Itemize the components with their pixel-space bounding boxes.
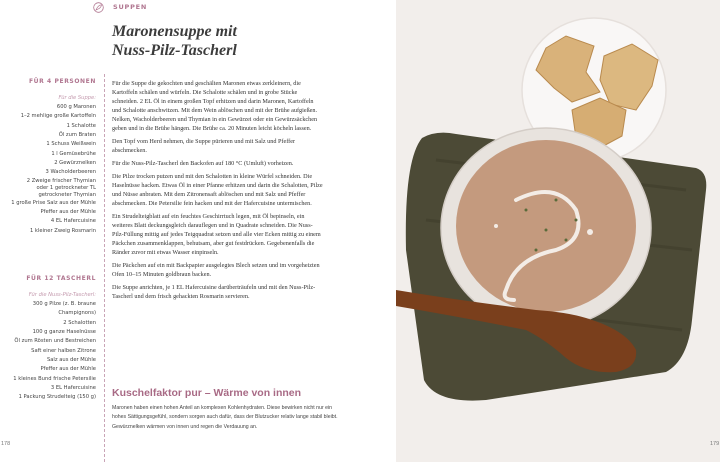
ingredients-tascherl bbox=[0, 275, 96, 403]
ingredient-item: 300 g Pilze (z. B. braune Champignons) bbox=[32, 301, 96, 317]
ingredient-item: oder 1 getrockneter TL bbox=[36, 184, 96, 191]
ingredient-item: 1 l Gemüsebrühe bbox=[51, 150, 96, 157]
ingredient-item: Pfeffer aus der Mühle bbox=[40, 366, 96, 373]
ingredient-item: 1 Schalotte bbox=[66, 122, 96, 129]
ingredient-item: 100 g ganze Haselnüsse bbox=[32, 329, 96, 336]
instruction-paragraph: Die Pilze trocken putzen und mit den Schalotten in kleine Würfel schneiden. Die Haselnüsse hacken. Etwas Öl in einer Pfanne erhitzen und darin die Schalotten, Pilze und Nüsse anbraten. Mit dem Zitronensaft ablöschen und mit Salz und Pfeffer abschmecken. Die Petersilie fein hacken und mit der Hafercuisine untermischen. bbox=[112, 172, 323, 208]
yield-heading: FÜR 12 TASCHERL bbox=[26, 275, 96, 282]
ingredient-subheading: Für die Nuss-Pilz-Tascherl: bbox=[28, 292, 96, 298]
recipe-title bbox=[112, 22, 372, 60]
instruction-paragraph: Die Päckchen auf ein mit Backpapier ausgelegtes Blech setzen und im vorgeheizten Ofen 10–15 Minuten goldbraun backen. bbox=[112, 262, 320, 279]
ingredient-item: 2 Schalotten bbox=[63, 319, 96, 326]
ingredient-item: 1 kleines Bund frische Petersilie bbox=[13, 375, 96, 382]
servings-heading: FÜR 4 PERSONEN bbox=[28, 78, 96, 85]
title-line-2: Nuss-Pilz-Tascherl bbox=[112, 42, 237, 59]
ingredient-item: 1–2 mehlige große Kartoffeln bbox=[20, 113, 96, 120]
ingredient-item: 2 Zweige frischer Thymian bbox=[26, 177, 96, 184]
instruction-paragraph: Den Topf vom Herd nehmen, die Suppe pürieren und mit Salz und Pfeffer abschmecken. bbox=[112, 138, 296, 155]
title-line-1: Maronensuppe mit bbox=[112, 23, 237, 40]
ingredient-subheading: Für die Suppe: bbox=[58, 95, 96, 101]
instruction-paragraph: Für die Nuss-Pilz-Tascherl den Backofen auf 180 °C (Umluft) vorheizen. bbox=[112, 160, 294, 168]
cream-drop bbox=[494, 224, 498, 228]
page-number-right: 179 bbox=[710, 441, 720, 447]
ingredient-item: 1 Packung Strudelteig (150 g) bbox=[18, 394, 96, 401]
section-label: SUPPEN bbox=[113, 3, 148, 11]
feature-text: Maronen haben einen hohen Anteil an komplexen Kohlenhydraten. Diese bewirken nicht nur ein hohes Sättigungsgefühl, sondern sorgen auch dafür, dass der Blutzucker relativ lange stabil bleibt. Gewürznelken wärmen von innen und regen die Verdauung an. bbox=[112, 405, 338, 430]
page-number-left: 178 bbox=[1, 441, 11, 447]
ingredient-item: Öl zum Rösten und Bestreichen bbox=[14, 338, 96, 345]
ingredient-item: 4 EL Hafercuisine bbox=[50, 218, 96, 225]
ingredient-item: Salz aus der Mühle bbox=[46, 357, 96, 364]
ingredient-item: getrockneter Thymian bbox=[38, 191, 96, 198]
ingredient-item: 3 Wacholderbeeren bbox=[45, 169, 96, 176]
instruction-paragraph: Die Suppe anrichten, je 1 EL Hafercuisine darüberträufeln und mit den Nuss-Pilz-Tascherl und dem frisch gehackten Rosmarin servieren. bbox=[112, 284, 316, 301]
column-divider bbox=[104, 74, 105, 462]
ingredient-item: 3 EL Hafercuisine bbox=[50, 385, 96, 392]
right-page bbox=[396, 0, 720, 462]
ingredient-item: 1 Schuss Weißwein bbox=[46, 141, 96, 148]
ingredient-item: 2 Gewürznelken bbox=[54, 160, 96, 167]
soup bbox=[456, 140, 636, 312]
cream-drop bbox=[587, 229, 593, 235]
ingredient-item: 1 kleiner Zweig Rosmarin bbox=[29, 227, 96, 234]
ingredient-item: 1 große Prise Salz aus der Mühle bbox=[11, 199, 96, 206]
ingredient-item: Öl zum Braten bbox=[58, 132, 96, 139]
ingredients-soup bbox=[0, 78, 96, 236]
ingredient-item: Pfeffer aus der Mühle bbox=[40, 209, 96, 216]
feature-heading: Kuschelfaktor pur – Wärme von innen bbox=[112, 387, 302, 399]
soup-photo bbox=[396, 0, 720, 462]
leaf-logo-icon bbox=[93, 2, 104, 13]
instructions bbox=[112, 79, 324, 305]
ingredient-item: 600 g Maronen bbox=[56, 104, 96, 110]
ingredient-item: Saft einer halben Zitrone bbox=[31, 347, 96, 354]
instruction-paragraph: Für die Suppe die gekochten und geschälten Maronen etwas zerkleinern, die Kartoffeln schälen und würfeln. Die Schalotte schälen und in grobe Stücke schneiden. 2 EL Öl in einem großen Topf erhitzen und darin Maronen, Kartoffeln und Schalotte anschwitzen. Mit dem Wein ablöschen und mit der Brühe aufgießen. Nelken, Wacholderbeeren und Thymian in ein Gewürzei oder ein Gewürzsäckchen geben und in die Brühe hängen. Die Brühe ca. 20 Minuten leicht köcheln lassen. bbox=[112, 80, 318, 133]
instruction-paragraph: Ein Strudelteigblatt auf ein feuchtes Geschirrtuch legen, mit Öl bepinseln, ein weiteres Blatt deckungsgleich darauflegen und in Quadrate schneiden. Die Nuss-Pilz-Füllung mittig auf jedes Teigquadrat setzen und alle vier Ecken mittig zu einem Päckchen zusammenklappen, behutsam, aber gut festdrücken. Gegebenenfalls die Ränder zuvor mit etwas Wasser einpinseln. bbox=[112, 212, 321, 257]
